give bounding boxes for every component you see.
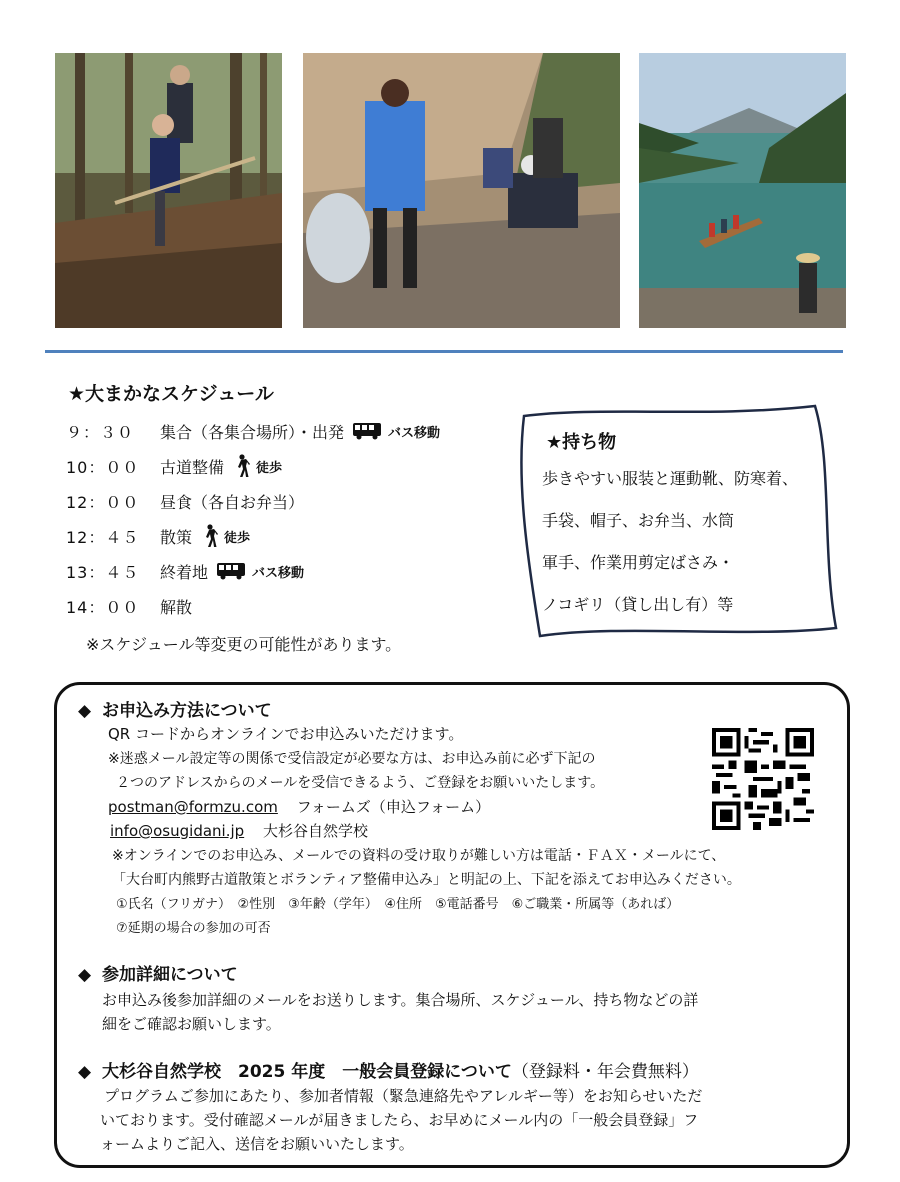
email-row-osugidani [110,820,368,841]
walking-icon [200,524,218,548]
schedule-row [66,486,312,516]
membership-line-2: いております。受付確認メールが届きましたら、お早めにメール内の「一般会員登録」フ [100,1111,699,1129]
email-label-osugidani: 大杉谷自然学校 [262,822,368,840]
items-line: 軍手、作業用剪定ばさみ・ [542,553,735,572]
schedule-move: バス移動 [252,565,305,581]
bus-icon [216,562,246,580]
apply-fields-2: ⑦延期の場合の参加の可否 [116,921,271,936]
diamond-icon: ◆ [78,965,92,985]
membership-title: 大杉谷自然学校 2025 年度 一般会員登録について [102,1062,512,1082]
details-heading [78,960,238,985]
membership-heading [78,1057,699,1082]
schedule-activity: 終着地 [160,562,209,582]
schedule-time: ９：３０ [66,422,135,442]
photo-trail-maintenance [55,53,282,328]
apply-offline-2: 「大台町内熊野古道散策とボランティア整備申込み」と明記の上、下記を添えてお申込みください。 [112,872,741,888]
schedule-title: ★大まかなスケジュール [68,383,274,405]
membership-line-1: プログラムご参加にあたり、参加者情報（緊急連絡先やアレルギー等）をお知らせいただ [104,1087,703,1105]
apply-offline-1: ※オンラインでのお申込み、メールでの資料の受け取りが難しい方は電話・ＦＡＸ・メールにて、 [112,848,726,864]
diamond-icon: ◆ [78,1062,92,1082]
schedule-activity: 昼食（各自お弁当） [160,492,305,512]
schedule-row [66,556,304,586]
schedule-time: 13：４５ [66,562,140,582]
email-link-formzu[interactable]: postman@formzu.com [108,798,278,816]
schedule-activity: 解散 [160,597,193,617]
schedule-row [66,451,282,481]
email-link-osugidani[interactable]: info@osugidani.jp [110,822,245,840]
schedule-move: 徒歩 [256,460,283,476]
items-line: 手袋、帽子、お弁当、水筒 [542,511,735,530]
schedule-activity: 集合（各集合場所）・出発 [160,422,345,442]
apply-heading [78,696,272,721]
schedule-row [66,591,200,621]
schedule-move: 徒歩 [224,530,251,546]
diamond-icon: ◆ [78,701,92,721]
schedule-activity: 散策 [160,527,193,547]
email-label-formzu: フォームズ（申込フォーム） [296,798,491,816]
schedule-note: ※スケジュール等変更の可能性があります。 [86,635,402,654]
apply-intro: QR コードからオンラインでお申込みいただけます。 [108,725,464,743]
details-title: 参加詳細について [102,965,238,985]
photo-river-boat [639,53,846,328]
qr-code[interactable] [712,728,814,830]
membership-line-3: ォームよりご記入、送信をお願いいたします。 [100,1135,414,1153]
bus-icon [352,422,382,440]
details-line-1: お申込み後参加詳細のメールをお送りします。集合場所、スケジュール、持ち物などの詳 [102,991,699,1009]
schedule-row [66,521,250,551]
walking-icon [232,454,250,478]
items-line: ノコギリ（貸し出し有）等 [542,595,734,614]
schedule-row [66,416,440,446]
schedule-move: バス移動 [388,425,441,441]
items-line: 歩きやすい服装と運動靴、防寒着、 [542,469,799,488]
photo-cleanup-activity [303,53,620,328]
email-row-formzu [108,796,490,817]
apply-fields-1: ①氏名（フリガナ） ②性別 ③年齢（学年） ④住所 ⑤電話番号 ⑥ご職業・所属等（あれば） [116,897,680,912]
schedule-time: 10：００ [66,457,140,477]
apply-note-1: ※迷惑メール設定等の関係で受信設定が必要な方は、お申込み前に必ず下記の [108,751,596,767]
schedule-time: 14：００ [66,597,140,617]
items-title: ★持ち物 [546,432,617,453]
apply-title: お申込み方法について [102,701,272,721]
schedule-activity: 古道整備 [160,457,225,477]
apply-note-2: ２つのアドレスからのメールを受信できるよう、ご登録をお願いいたします。 [116,775,605,791]
schedule-time: 12：００ [66,492,140,512]
schedule-time: 12：４５ [66,527,140,547]
details-line-2: 細をご確認お願いします。 [102,1015,281,1033]
membership-fee-note: （登録料・年会費無料） [511,1062,699,1082]
section-divider [45,350,843,353]
